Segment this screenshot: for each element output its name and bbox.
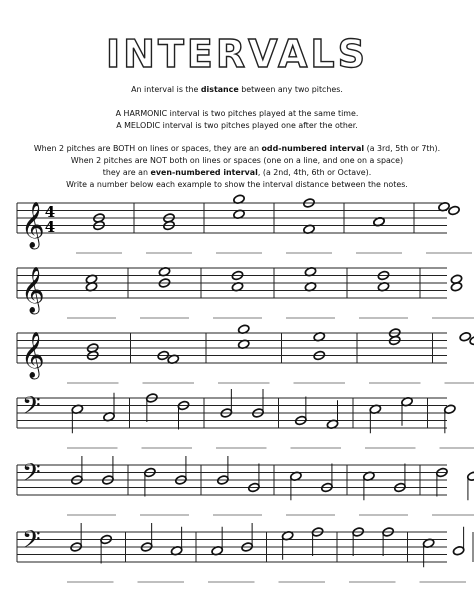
staff — [17, 324, 474, 383]
instruction-text: Write a number below each example to show the interval distance between the notes. — [66, 180, 408, 189]
melodic-definition: A MELODIC interval is two pitches played one after the other. — [116, 121, 358, 130]
staff — [17, 194, 474, 253]
even-post: , (a 2nd, 4th, 6th or Octave). — [257, 168, 372, 177]
odd-pre: When 2 pitches are BOTH on lines or spaces, they are an — [33, 144, 262, 153]
bass-clef-icon: 𝄢 — [22, 391, 41, 425]
staff — [17, 523, 474, 582]
page-title: INTERVALS — [106, 32, 368, 76]
time-signature-bottom: 4 — [44, 218, 56, 236]
time-signature-top: 4 — [44, 203, 56, 221]
treble-clef-icon: 𝄞 — [21, 202, 45, 248]
note-head — [452, 546, 464, 556]
intro-pre: An interval is the — [131, 85, 201, 94]
odd-bold: odd-numbered interval — [261, 144, 365, 153]
bass-clef-icon: 𝄢 — [22, 525, 41, 559]
bass-clef-icon: 𝄢 — [22, 458, 41, 492]
intro-post: between any two pitches. — [238, 85, 343, 94]
even-bold: even-numbered interval — [150, 168, 258, 177]
staff — [17, 389, 474, 448]
intro-bold: distance — [200, 85, 239, 94]
treble-clef-icon: 𝄞 — [21, 267, 45, 313]
staff — [17, 267, 474, 318]
harmonic-definition: A HARMONIC interval is two pitches played at the same time. — [115, 109, 359, 118]
even-interval-rule-line1: When 2 pitches are NOT both on lines or spaces (one on a line, and one on a space) — [70, 156, 404, 165]
odd-post: (a 3rd, 5th or 7th). — [364, 144, 441, 153]
treble-clef-icon: 𝄞 — [21, 332, 45, 378]
even-pre: they are an — [102, 168, 151, 177]
staff — [17, 456, 474, 515]
